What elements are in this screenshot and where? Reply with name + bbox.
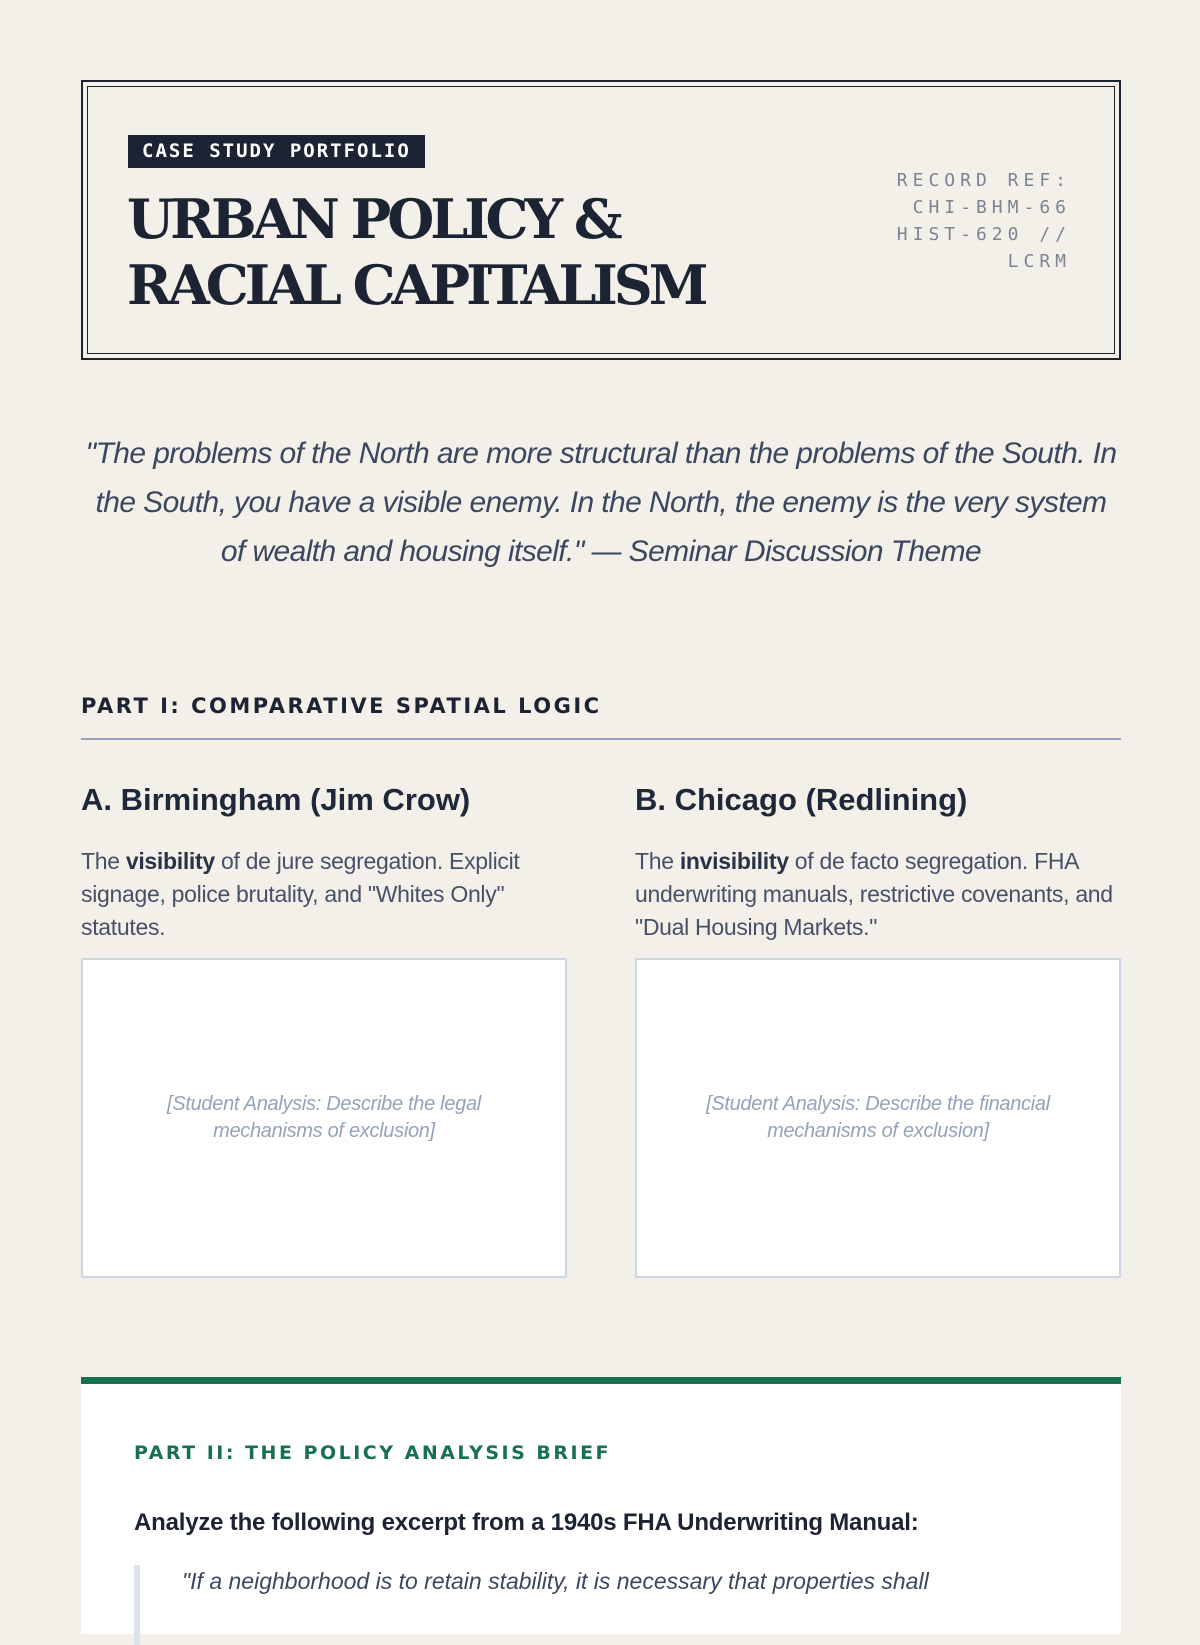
column-b-title: B. Chicago (Redlining)	[635, 782, 968, 817]
part2-heading: PART II: THE POLICY ANALYSIS BRIEF	[134, 1442, 612, 1464]
student-analysis-placeholder-b: [Student Analysis: Describe the financial mechanisms of exclusion]	[706, 1093, 1050, 1142]
student-analysis-box-b[interactable]	[635, 958, 1121, 1278]
epigraph-quote: "The problems of the North are more structural than the problems of the South. In the South, you have a visible enemy. In the North, the enemy is the very system of wealth and housing itself." — Seminar Discussion Theme	[85, 437, 1117, 568]
header-panel	[81, 80, 1121, 360]
column-birmingham	[81, 780, 567, 1142]
column-chicago	[635, 780, 1121, 1142]
fha-excerpt-quote: "If a neighborhood is to retain stability, it is necessary that properties shall	[134, 1565, 1034, 1645]
page	[81, 80, 1121, 1594]
case-study-tag: CASE STUDY PORTFOLIO	[128, 135, 425, 168]
policy-brief-card	[81, 1377, 1121, 1634]
column-a-emphasis: visibility	[125, 848, 215, 874]
student-analysis-box-a[interactable]	[81, 958, 567, 1278]
part1-heading: PART I: COMPARATIVE SPATIAL LOGIC	[81, 694, 1121, 740]
column-b-emphasis: invisibility	[679, 848, 789, 874]
part2-prompt: Analyze the following excerpt from a 1940s FHA Underwriting Manual:	[134, 1509, 919, 1536]
column-a-title: A. Birmingham (Jim Crow)	[81, 782, 471, 817]
column-b-description: The invisibility of de facto segregation. FHA underwriting manuals, restrictive covenants, and "Dual Housing Markets."	[635, 848, 1113, 940]
page-title: URBAN POLICY & RACIAL CAPITALISM	[127, 187, 705, 317]
student-analysis-placeholder-a: [Student Analysis: Describe the legal mechanisms of exclusion]	[167, 1093, 481, 1142]
record-reference: RECORD REF: CHI-BHM-66 HIST-620 // LCRM	[896, 170, 1071, 272]
column-a-description: The visibility of de jure segregation. Explicit signage, police brutality, and "Whites Only" statutes.	[81, 848, 520, 940]
